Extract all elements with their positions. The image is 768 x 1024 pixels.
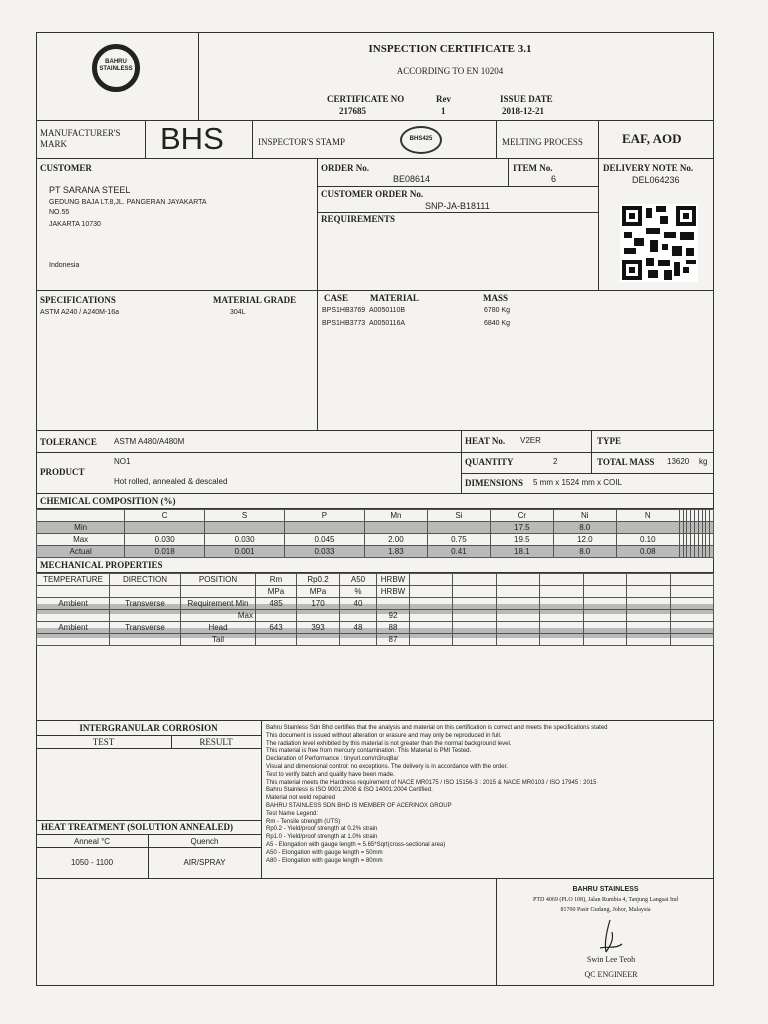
divider — [461, 452, 714, 453]
table-cell: 87 — [377, 634, 410, 646]
footer-address-line2: 81700 Pasir Gudang, Johor, Malaysia — [560, 907, 651, 913]
table-header: TEMPERATURE — [37, 574, 110, 586]
table-cell: 18.1 — [490, 546, 553, 558]
table-cell — [540, 598, 583, 610]
table-cell — [410, 610, 453, 622]
table-cell: 88 — [377, 622, 410, 634]
table-cell — [627, 622, 670, 634]
statement-line: A80 - Elongation with gauge length = 80mm — [266, 857, 383, 864]
anneal-value: 1050 - 1100 — [70, 858, 114, 867]
statement-line: Rp1.0 - Yield/proof strength at 1.0% strain — [266, 834, 378, 841]
table-cell — [453, 634, 496, 646]
divider — [36, 748, 261, 749]
heat-no-label: HEAT No. — [465, 436, 506, 446]
table-cell — [710, 534, 714, 546]
footer-company: BAHRU STAINLESS — [572, 886, 639, 893]
table-cell — [583, 598, 626, 610]
table-cell: Tail — [181, 634, 256, 646]
mass-value: 6840 Kg — [484, 320, 511, 327]
table-cell: Transverse — [110, 622, 181, 634]
issue-date-value: 2018-12-21 — [502, 106, 544, 116]
table-header: DIRECTION — [110, 574, 181, 586]
table-cell: 19.5 — [490, 534, 553, 546]
mechanical-properties-title: MECHANICAL PROPERTIES — [40, 560, 163, 570]
table-cell: 17.5 — [490, 522, 553, 534]
table-cell — [364, 522, 427, 534]
product-finish: NO1 — [114, 457, 131, 466]
total-mass-value: 13620 — [667, 457, 690, 466]
table-cell — [256, 610, 297, 622]
product-description: Hot rolled, annealed & descaled — [114, 477, 228, 486]
product-label: PRODUCT — [40, 467, 85, 477]
heat-treatment-title: HEAT TREATMENT (SOLUTION ANNEALED) — [41, 822, 233, 832]
table-cell — [181, 586, 256, 598]
signature — [590, 918, 630, 958]
table-header: Cr — [490, 510, 553, 522]
table-header: S — [205, 510, 285, 522]
table-cell: 643 — [256, 622, 297, 634]
item-no-value: 6 — [551, 174, 557, 184]
table-cell — [710, 522, 714, 534]
delivery-note-label: DELIVERY NOTE No. — [603, 163, 694, 173]
table-cell: 485 — [256, 598, 297, 610]
table-cell: Min — [37, 522, 125, 534]
table-cell: Ambient — [37, 622, 110, 634]
signatory-role: QC ENGINEER — [584, 970, 638, 979]
statement-line: This material is free from mercury contamination. This Material is PMI Tested. — [266, 748, 472, 755]
table-cell: Transverse — [110, 598, 181, 610]
divider — [145, 120, 146, 158]
mechanical-properties-table — [36, 573, 714, 646]
customer-address-line3: JAKARTA 10730 — [49, 221, 101, 228]
table-cell — [627, 634, 670, 646]
table-header — [627, 574, 670, 586]
quantity-label: QUANTITY — [465, 457, 514, 467]
divider — [496, 120, 497, 158]
table-header: N — [616, 510, 679, 522]
table-cell — [616, 522, 679, 534]
customer-address-line2: NO.55 — [49, 209, 70, 216]
table-header-row — [37, 510, 714, 522]
case-value: BPS1HB3769 — [322, 307, 366, 314]
table-cell — [583, 586, 626, 598]
table-header: HRBW — [377, 574, 410, 586]
table-cell — [410, 598, 453, 610]
customer-country: Indonesia — [49, 262, 80, 269]
table-cell — [670, 622, 713, 634]
divider — [317, 158, 318, 290]
table-cell — [496, 634, 539, 646]
material-grade-value: 304L — [230, 309, 246, 316]
table-cell: Max — [181, 610, 256, 622]
table-cell: 0.75 — [427, 534, 490, 546]
table-cell — [540, 610, 583, 622]
table-cell — [453, 622, 496, 634]
table-cell — [125, 522, 205, 534]
chemical-composition-table — [36, 509, 714, 558]
table-cell — [297, 634, 340, 646]
table-cell — [627, 598, 670, 610]
table-header — [410, 574, 453, 586]
table-cell: 0.033 — [285, 546, 365, 558]
requirements-label: REQUIREMENTS — [321, 214, 396, 224]
table-cell: MPa — [297, 586, 340, 598]
divider — [36, 820, 261, 821]
table-cell: % — [340, 586, 377, 598]
divider — [36, 878, 714, 879]
table-header: Ni — [553, 510, 616, 522]
table-cell — [256, 634, 297, 646]
table-cell: Max — [37, 534, 125, 546]
igc-result-label: RESULT — [199, 737, 233, 747]
statement-line: Bahru Stainless is ISO 9001:2008 & ISO 14001:2004 Certified. — [266, 787, 433, 794]
tolerance-label: TOLERANCE — [40, 437, 97, 447]
table-cell: 0.018 — [125, 546, 205, 558]
table-cell — [710, 546, 714, 558]
table-row — [37, 522, 714, 534]
table-header — [453, 574, 496, 586]
quench-label: Quench — [190, 837, 219, 846]
divider — [598, 120, 599, 158]
order-no-value: BE08614 — [393, 174, 431, 184]
table-cell — [285, 522, 365, 534]
chemical-composition-title: CHEMICAL COMPOSITION (%) — [40, 496, 176, 506]
divider — [508, 158, 509, 186]
table-header: Rm — [256, 574, 297, 586]
manufacturer-mark: BHS — [160, 121, 224, 156]
table-header — [583, 574, 626, 586]
divider — [36, 290, 714, 291]
table-cell — [540, 634, 583, 646]
statement-line: Declaration of Performance : tinyurl.com/n3ruq8a/ — [266, 756, 399, 763]
type-label: TYPE — [597, 436, 622, 446]
dimensions-label: DIMENSIONS — [465, 478, 524, 488]
table-cell — [110, 586, 181, 598]
table-cell — [453, 598, 496, 610]
material-grade-label: MATERIAL GRADE — [213, 295, 297, 305]
divider — [317, 290, 318, 430]
divider — [252, 120, 253, 158]
table-cell — [583, 622, 626, 634]
statement-line: A50 - Elongation with gauge length = 50mm — [266, 849, 383, 856]
table-row — [37, 534, 714, 546]
customer-address-line1: GEDUNG BAJA LT.8,JL. PANGERAN JAYAKARTA — [49, 199, 207, 206]
table-header — [710, 510, 714, 522]
item-no-label: ITEM No. — [513, 163, 553, 173]
table-cell — [496, 586, 539, 598]
mass-label: MASS — [483, 293, 509, 303]
table-cell: 12.0 — [553, 534, 616, 546]
table-cell — [670, 598, 713, 610]
table-cell — [670, 586, 713, 598]
table-cell — [340, 610, 377, 622]
table-cell: 8.0 — [553, 546, 616, 558]
divider — [36, 158, 714, 159]
table-cell — [670, 634, 713, 646]
statement-line: Visual and dimensional control: no exceptions. The delivery is in accordance with the order. — [266, 763, 508, 770]
table-cell: 0.08 — [616, 546, 679, 558]
melting-process-value: EAF, AOD — [622, 131, 682, 146]
table-header: POSITION — [181, 574, 256, 586]
table-header: C — [125, 510, 205, 522]
divider — [261, 720, 262, 878]
total-mass-unit: kg — [699, 457, 708, 466]
cert-no-label: CERTIFICATE NO — [327, 94, 405, 104]
table-header — [540, 574, 583, 586]
table-cell — [496, 622, 539, 634]
divider — [461, 473, 714, 474]
table-cell: 0.001 — [205, 546, 285, 558]
material-value: A0050110B — [369, 307, 406, 314]
table-cell — [37, 634, 110, 646]
table-cell: 393 — [297, 622, 340, 634]
divider — [36, 735, 261, 736]
table-header: Mn — [364, 510, 427, 522]
table-cell: 0.030 — [125, 534, 205, 546]
footer-address-line1: PTD 4069 (PLO 108), Jalan Rumbia 4, Tanjung Langsat Ind — [533, 897, 678, 903]
table-cell — [110, 634, 181, 646]
divider — [198, 32, 199, 120]
cert-no-value: 217685 — [339, 106, 366, 116]
igc-test-label: TEST — [92, 737, 115, 747]
table-cell: 0.41 — [427, 546, 490, 558]
divider — [36, 120, 714, 121]
manufacturer-mark-label: MANUFACTURER'S MARK — [40, 128, 121, 149]
statement-line: Rp0.2 - Yield/proof strength at 0.2% strain — [266, 826, 378, 833]
table-cell — [583, 634, 626, 646]
divider — [461, 430, 462, 493]
table-row — [37, 610, 714, 622]
table-row — [37, 634, 714, 646]
table-header: P — [285, 510, 365, 522]
material-label: MATERIAL — [370, 293, 419, 303]
statement-line: The radiation level exhibited by this material is not greater than the normal background level. — [266, 740, 512, 747]
divider — [36, 720, 714, 721]
table-cell — [37, 610, 110, 622]
divider — [598, 158, 599, 290]
divider — [317, 212, 598, 213]
customer-order-label: CUSTOMER ORDER No. — [321, 189, 424, 199]
table-cell — [410, 622, 453, 634]
mass-value: 6780 Kg — [484, 307, 511, 314]
qr-code — [620, 204, 698, 282]
table-cell — [410, 586, 453, 598]
tolerance-value: ASTM A480/A480M — [114, 437, 185, 446]
intergranular-corrosion-title: INTERGRANULAR CORROSION — [79, 723, 218, 733]
quench-value: AIR/SPRAY — [183, 858, 226, 867]
table-cell: 1.83 — [364, 546, 427, 558]
table-cell: 0.045 — [285, 534, 365, 546]
table-cell: Ambient — [37, 598, 110, 610]
table-cell — [205, 522, 285, 534]
table-header — [37, 510, 125, 522]
quantity-value: 2 — [553, 457, 558, 466]
statement-line: Bahru Stainless Sdn Bhd certifies that the analysis and material on this certification is correct and meets the specifications stated — [266, 725, 608, 731]
material-value: A0050116A — [369, 320, 406, 327]
melting-process-label: MELTING PROCESS — [502, 137, 583, 147]
table-cell: 92 — [377, 610, 410, 622]
certificate-subtitle: ACCORDING TO EN 10204 — [396, 66, 504, 76]
table-cell — [453, 586, 496, 598]
certification-statement — [266, 725, 712, 865]
table-header: Si — [427, 510, 490, 522]
table-cell: 0.030 — [205, 534, 285, 546]
table-cell — [340, 634, 377, 646]
table-row — [37, 546, 714, 558]
table-header — [496, 574, 539, 586]
issue-date-label: ISSUE DATE — [500, 94, 553, 104]
statement-line: This material meets the Hardness requirement of NACE MR0175 / ISO 15156-3 : 2015 & NACE MR0103 / ISO 17945 : 2015 — [266, 779, 597, 786]
table-cell — [627, 586, 670, 598]
table-cell — [540, 622, 583, 634]
table-header: A50 — [340, 574, 377, 586]
table-cell — [670, 610, 713, 622]
table-header: Rp0.2 — [297, 574, 340, 586]
table-cell — [583, 610, 626, 622]
specifications-value: ASTM A240 / A240M-16a — [40, 309, 119, 316]
total-mass-label: TOTAL MASS — [597, 457, 655, 467]
table-cell — [427, 522, 490, 534]
case-value: BPS1HB3773 — [322, 320, 366, 327]
table-cell — [627, 610, 670, 622]
table-cell: Requirement Min — [181, 598, 256, 610]
table-row — [37, 622, 714, 634]
heat-no-value: V2ER — [520, 436, 541, 445]
statement-line: This document is issued without alteration or erasure and may only be reproduced in full. — [266, 732, 502, 739]
statement-line: Material not weld repaired — [266, 795, 336, 802]
order-no-label: ORDER No. — [321, 163, 370, 173]
rev-value: 1 — [441, 106, 446, 116]
table-cell — [110, 610, 181, 622]
dimensions-value: 5 mm x 1524 mm x COIL — [533, 478, 622, 487]
table-header-row — [37, 574, 714, 586]
divider — [36, 452, 461, 453]
customer-label: CUSTOMER — [40, 163, 92, 173]
specifications-label: SPECIFICATIONS — [40, 295, 116, 305]
table-cell — [37, 586, 110, 598]
table-cell: 40 — [340, 598, 377, 610]
divider — [36, 493, 714, 494]
case-label: CASE — [324, 293, 349, 303]
table-cell: HRBW — [377, 586, 410, 598]
table-cell: 8.0 — [553, 522, 616, 534]
table-cell — [540, 586, 583, 598]
statement-line: A5 - Elongation with gauge length = 5.65*Sqrt(cross-sectional area) — [266, 841, 446, 848]
statement-line: Test to verify batch and quality have been made. — [266, 771, 395, 778]
stamp-text: BHS425 — [409, 136, 433, 142]
table-cell — [377, 598, 410, 610]
certificate-title: INSPECTION CERTIFICATE 3.1 — [368, 43, 532, 55]
table-cell — [410, 634, 453, 646]
inspector-stamp-label: INSPECTOR'S STAMP — [258, 137, 346, 147]
divider — [36, 430, 714, 431]
signatory-name: Swin Lee Teoh — [586, 955, 636, 964]
table-units-row — [37, 586, 714, 598]
statement-line: Rm - Tensile strength (UTS) — [266, 818, 341, 825]
table-cell — [496, 610, 539, 622]
delivery-note-value: DEL064236 — [632, 175, 680, 185]
table-cell — [496, 598, 539, 610]
table-row — [37, 598, 714, 610]
anneal-label: Anneal °C — [73, 837, 111, 846]
table-cell: 170 — [297, 598, 340, 610]
table-cell: Actual — [37, 546, 125, 558]
rev-label: Rev — [436, 94, 451, 104]
table-cell — [453, 610, 496, 622]
divider — [317, 186, 598, 187]
logo-text: BAHRU STAINLESS — [99, 59, 133, 72]
customer-order-value: SNP-JA-B18111 — [425, 201, 490, 211]
statement-line: Test Name Legend: — [266, 810, 319, 817]
customer-name: PT SARANA STEEL — [49, 185, 131, 195]
statement-line: BAHRU STAINLESS SDN BHD IS MEMBER OF ACERINOX GROUP — [266, 802, 452, 809]
divider — [591, 430, 592, 473]
table-cell: MPa — [256, 586, 297, 598]
table-header — [670, 574, 713, 586]
table-cell: 2.00 — [364, 534, 427, 546]
table-cell: 48 — [340, 622, 377, 634]
table-cell — [297, 610, 340, 622]
table-cell: Head — [181, 622, 256, 634]
table-cell: 0.10 — [616, 534, 679, 546]
